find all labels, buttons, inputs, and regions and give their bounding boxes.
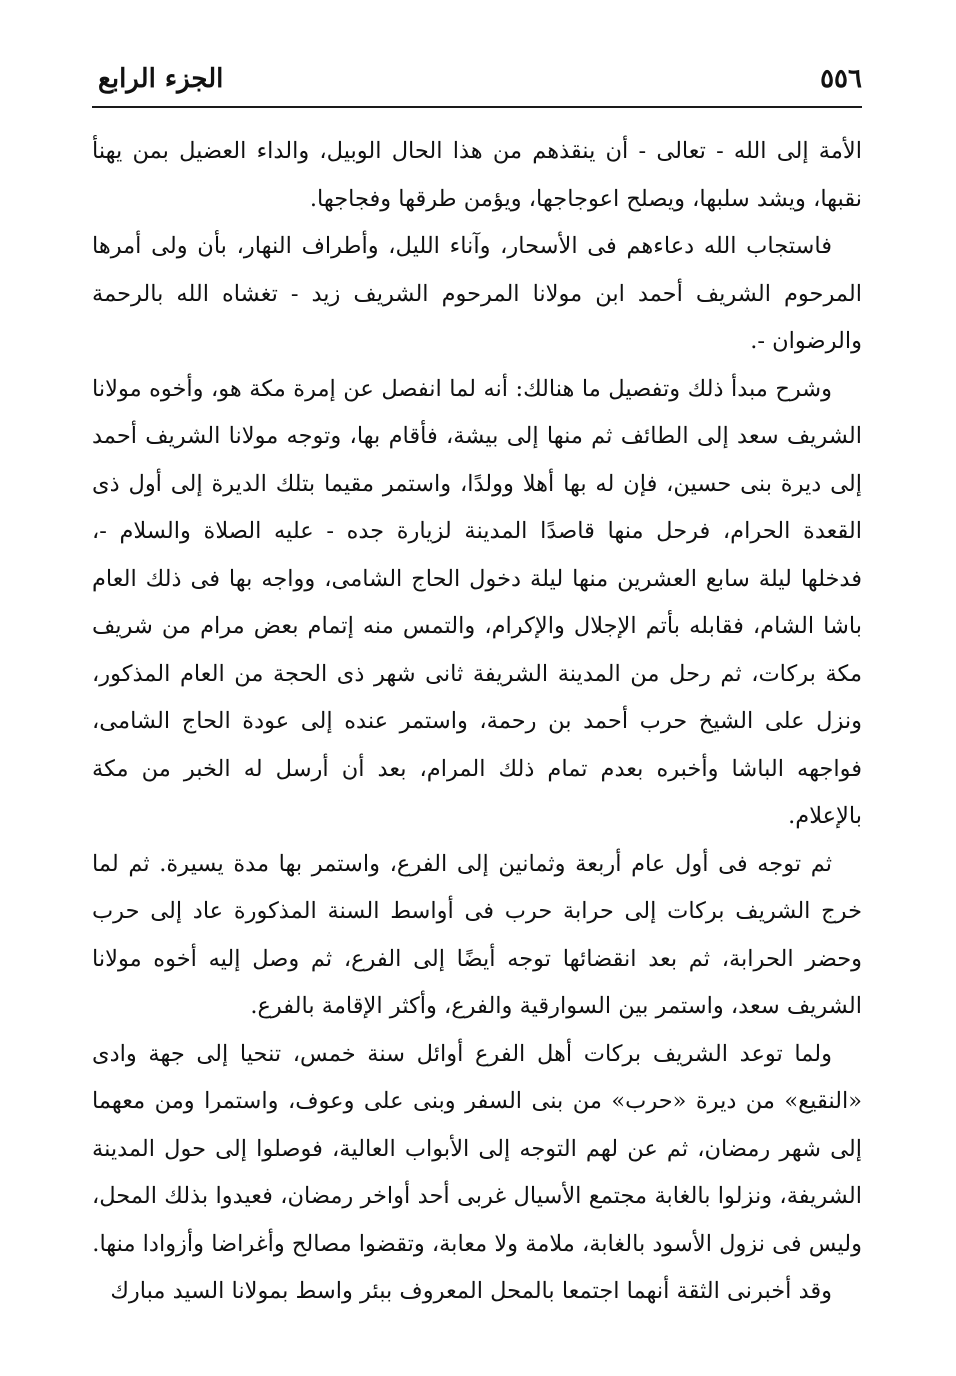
paragraph-1: الأمة إلى الله - تعالى - أن ينقذهم من هذا الحال الوبيل، والداء العضيل بمن يهنأ نقبها، ويشد سلبها، ويصلح اعوجاجها، ويؤمن طرقها وفجاجها. xyxy=(92,138,862,212)
paragraph-2: فاستجاب الله دعاءهم فى الأسحار، وآناء الليل، وأطراف النهار، بأن ولى أمرها المرحوم الشريف أحمد ابن مولانا المرحوم الشريف زيد - تغشاه الله بالرحمة والرضوان -. xyxy=(92,233,862,354)
running-header xyxy=(92,58,862,104)
header-divider xyxy=(92,106,862,108)
page-number: ٥٥٦ xyxy=(820,64,862,94)
volume-title: الجزء الرابع xyxy=(98,64,224,94)
paragraph-3: وشرح مبدأ ذلك وتفصيل ما هنالك: أنه لما انفصل عن إمرة مكة هو، وأخوه مولانا الشريف سعد إلى الطائف ثم منها إلى بيشة، فأقام بها، وتوجه مولانا الشريف أحمد إلى ديرة بنى حسين، فإن له بها أهلا وولدًا، واستمر مقيما بتلك الديرة إلى أول ذى القعدة الحرام، فرحل منها قاصدًا المدينة لزيارة جده - عليه الصلاة والسلام -، فدخلها ليلة سابع العشرين منها ليلة دخول الحاج الشامى، وواجه بها فى ذلك العام باشا الشام، فقابله بأتم الإجلال والإكرام، والتمس منه إتمام بعض مرام من شريف مكة بركات، ثم رحل من المدينة الشريفة ثانى شهر ذى الحجة من العام المذكور، ونزل على الشيخ حرب أحمد بن رحمة، واستمر عنده إلى عودة الحاج الشامى، فواجهه الباشا وأخبره بعدم تمام ذلك المرام، بعد أن أرسل له الخبر من مكة بالإعلام. xyxy=(92,375,862,829)
paragraph-4: ثم توجه فى أول عام أربعة وثمانين إلى الفرع، واستمر بها مدة يسيرة. ثم لما خرج الشريف بركات إلى حرابة حرب فى أواسط السنة المذكورة عاد إلى حرب وحضر الحرابة، ثم بعد انقضائها توجه أيضًا إلى الفرع، ثم وصل إليه أخوه مولانا الشريف سعد، واستمر بين السوارقية والفرع، وأكثر الإقامة بالفرع. xyxy=(92,850,862,1019)
main-text xyxy=(92,128,862,1316)
paragraph-5: ولما توعد الشريف بركات أهل الفرع أوائل سنة خمس، تنحيا إلى جهة وادى «النقيع» من ديرة «حرب» من بنى السفر وبنى على وعوف، واستمرا ومن معهما إلى شهر رمضان، ثم عن لهم التوجه إلى الأبواب العالية، فوصلوا إلى حول المدينة الشريفة، ونزلوا بالغابة مجتمع الأسيال غربى أحد أواخر رمضان، فعيدوا بذلك المحل، وليس فى نزول الأسود بالغابة، ملامة ولا معابة، وتقضوا مصالح وأغراضا وأزوادا منها. xyxy=(92,1040,862,1257)
paragraph-6: وقد أخبرنى الثقة أنهما اجتمعا بالمحل المعروف ببئر واسط بمولانا السيد مبارك xyxy=(110,1278,832,1304)
